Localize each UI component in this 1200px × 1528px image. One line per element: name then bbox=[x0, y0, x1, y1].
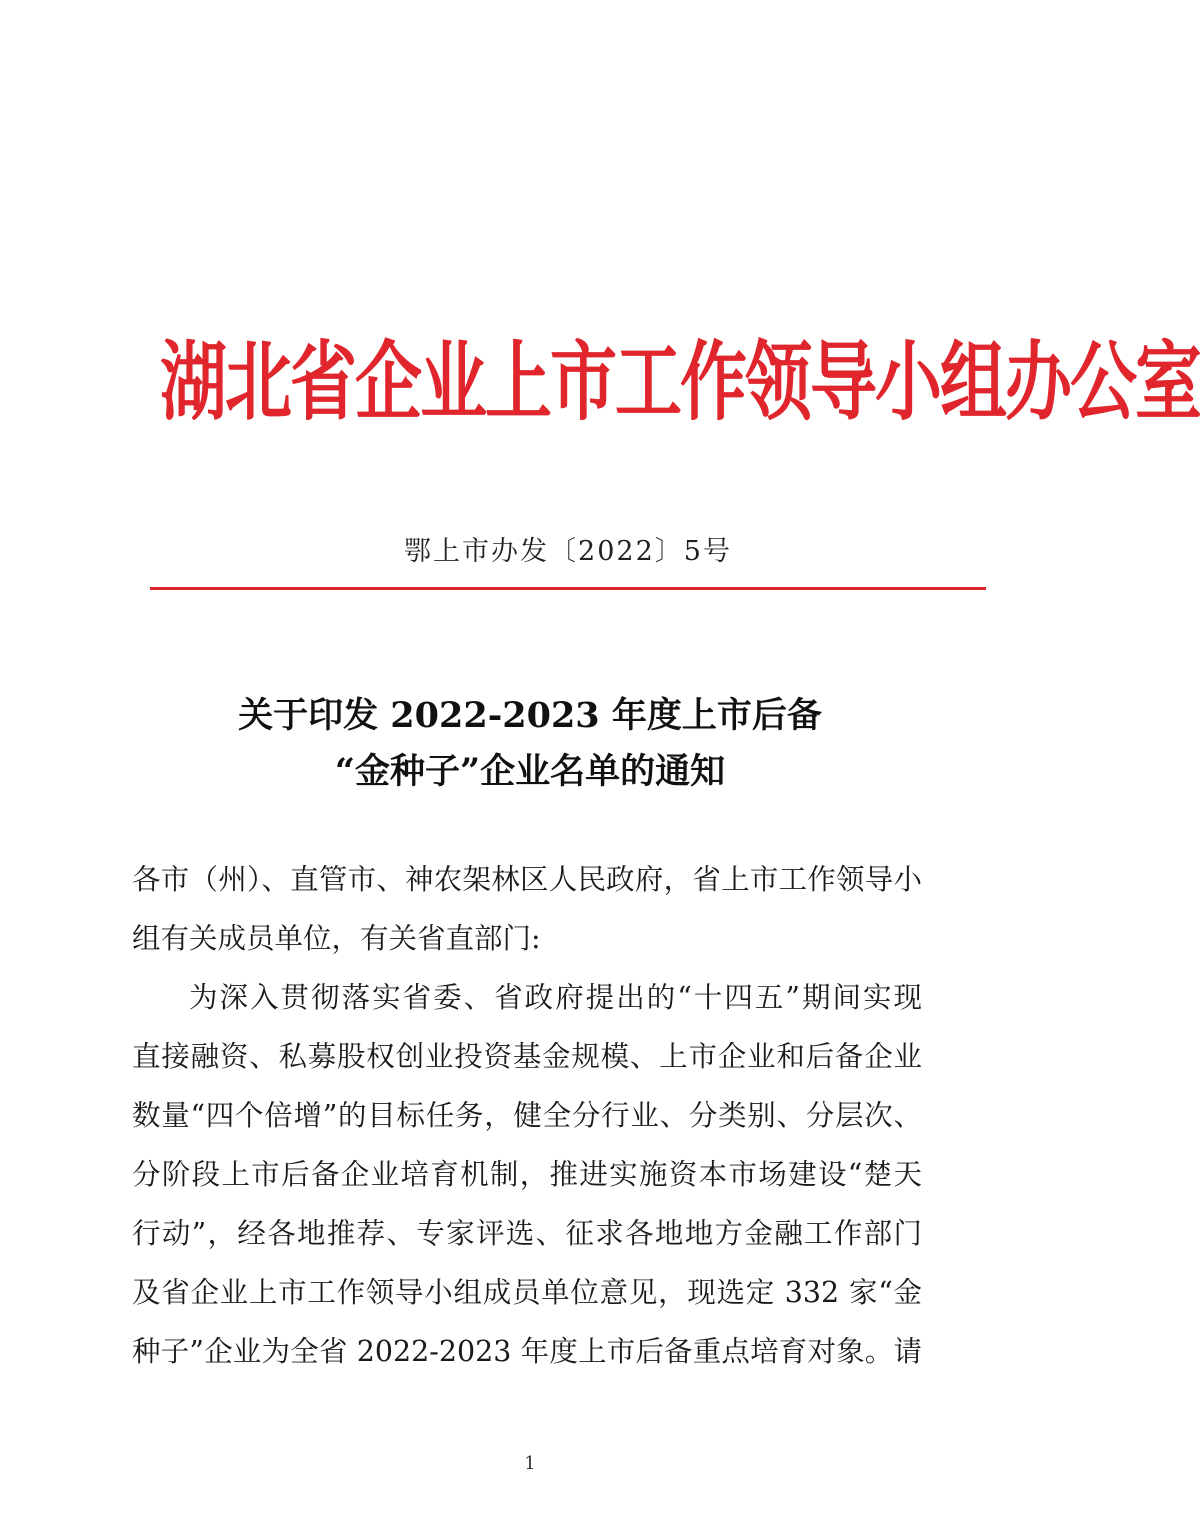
body-line: 行动”，经各地推荐、专家评选、征求各地地方金融工作部门 bbox=[132, 1217, 922, 1250]
red-divider-line bbox=[150, 587, 986, 590]
body-line: 及省企业上市工作领导小组成员单位意见，现选定 332 家“金 bbox=[132, 1276, 922, 1309]
notice-body bbox=[132, 850, 922, 1381]
issuing-organization-title: 湖北省企业上市工作领导小组办公室 bbox=[160, 330, 1200, 432]
notice-title bbox=[140, 688, 920, 800]
page-number: 1 bbox=[524, 1453, 536, 1474]
body-line: 数量“四个倍增”的目标任务，健全分行业、分类别、分层次、 bbox=[132, 1099, 922, 1132]
notice-title-line-1: 关于印发 2022-2023 年度上市后备 bbox=[238, 695, 822, 736]
body-line: 直接融资、私募股权创业投资基金规模、上市企业和后备企业 bbox=[132, 1040, 922, 1073]
body-line-recipients-end: 组有关成员单位，有关省直部门: bbox=[132, 922, 541, 955]
document-number: 鄂上市办发〔2022〕5号 bbox=[404, 536, 732, 567]
notice-title-line-2: “金种子”企业名单的通知 bbox=[334, 751, 726, 792]
body-line-recipients: 各市（州）、直管市、神农架林区人民政府，省上市工作领导小 bbox=[132, 863, 922, 896]
body-line: 为深入贯彻落实省委、省政府提出的“十四五”期间实现 bbox=[189, 981, 922, 1014]
body-line: 种子”企业为全省 2022-2023 年度上市后备重点培育对象。请 bbox=[132, 1335, 922, 1368]
body-line: 分阶段上市后备企业培育机制，推进实施资本市场建设“楚天 bbox=[132, 1158, 922, 1191]
